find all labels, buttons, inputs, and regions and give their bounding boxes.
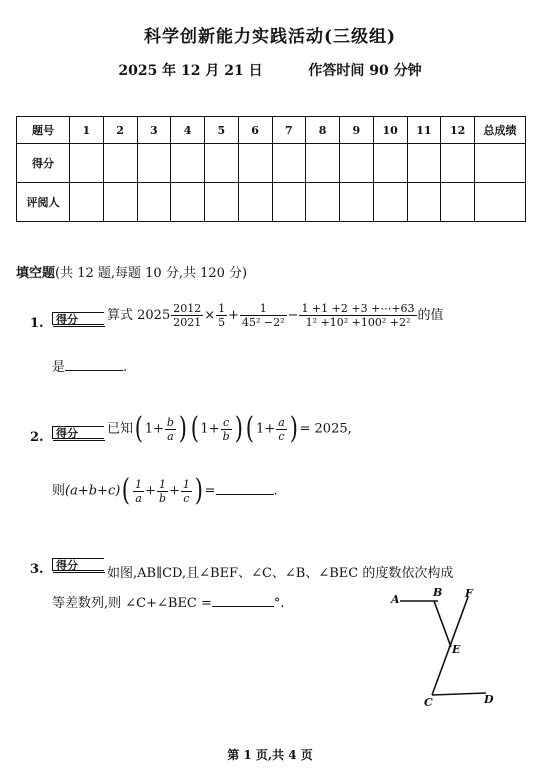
table-row — [17, 183, 526, 222]
question-number: 3. — [30, 562, 44, 577]
grader-cell — [475, 183, 526, 222]
page-title: 科学创新能力实践活动(三级组) — [143, 27, 397, 47]
question-2-formula: 已知( 1+ $\frac{b}{a}$ ) ( 1+ $\frac{c}{b}$ ) ( 1+ $\frac{a}{c}$ ) = 2025, — [107, 411, 352, 446]
question-2-line2: 则(a+b+c)( $\frac{1}{a}$ + $\frac{1}{b}$ + $\frac{1}{c}$ ) = . — [52, 473, 278, 508]
score-cell — [272, 144, 306, 183]
grader-cell — [70, 183, 104, 222]
score-cell — [373, 144, 407, 183]
grader-cell — [205, 183, 239, 222]
grader-cell — [103, 183, 137, 222]
score-table — [16, 116, 526, 222]
fraction: $\frac{b}{a}$ — [166, 415, 174, 443]
table-header-cell: 总成绩 — [475, 117, 526, 144]
fraction: $\frac{c}{b}$ — [222, 415, 230, 443]
score-cell — [238, 144, 272, 183]
fraction: $\frac{1}{b}$ — [158, 477, 166, 505]
table-header-cell: 3 — [137, 117, 171, 144]
score-cell — [340, 144, 374, 183]
question-3-line2: 等差数列,则 ∠C+∠BEC = °. — [52, 596, 285, 611]
score-cell — [306, 144, 340, 183]
row-label: 得分 — [17, 144, 70, 183]
table-header-cell: 8 — [306, 117, 340, 144]
grader-cell — [373, 183, 407, 222]
question-1-formula: 算式 2025 $\frac{2012}{2021}$ × $\frac{1}{5}$ + $\frac{1}{\text{45² −2²}}$ − $\frac{1 +1 +2 +3 +\cdots+63}{\text{1² +10² +100² +2²}}$ 的值 — [107, 302, 444, 329]
score-cell — [70, 144, 104, 183]
grader-cell — [306, 183, 340, 222]
score-cell — [441, 144, 475, 183]
answer-blank[interactable] — [216, 482, 274, 495]
question-number: 2. — [30, 430, 44, 445]
exam-info — [0, 60, 540, 80]
line-be — [434, 601, 451, 647]
grader-cell — [340, 183, 374, 222]
point-label-d: D — [484, 693, 494, 706]
grader-cell — [238, 183, 272, 222]
exam-date: 2025 年 12 月 21 日 — [118, 63, 263, 79]
table-header-cell: 6 — [238, 117, 272, 144]
table-header-cell: 11 — [407, 117, 441, 144]
table-header-cell: 5 — [205, 117, 239, 144]
q1-lead: 算式 2025 — [107, 308, 171, 323]
score-cell — [407, 144, 441, 183]
grader-cell — [407, 183, 441, 222]
score-table-header-row — [17, 117, 526, 144]
score-cell — [475, 144, 526, 183]
grader-cell — [171, 183, 205, 222]
question-1-line2: 是 . — [52, 360, 128, 375]
score-cell — [137, 144, 171, 183]
table-header-cell: 题号 — [17, 117, 70, 144]
question-3-line1: 如图,AB∥CD,且∠BEF、∠C、∠B、∠BEC 的度数依次构成 — [107, 566, 454, 581]
score-box-label: 得分 — [52, 426, 104, 439]
score-box-label: 得分 — [52, 312, 104, 325]
answer-blank[interactable] — [65, 358, 123, 371]
line-cd — [432, 693, 486, 695]
score-cell — [171, 144, 205, 183]
table-header-cell: 9 — [340, 117, 374, 144]
table-header-cell: 10 — [373, 117, 407, 144]
table-header-cell: 7 — [272, 117, 306, 144]
fraction: $\frac{1}{a}$ — [135, 477, 143, 505]
score-box-label: 得分 — [52, 558, 104, 571]
fraction: $\frac{2012}{2021}$ — [173, 302, 202, 329]
section-note: (共 12 题,每题 10 分,共 120 分) — [55, 266, 248, 281]
section-heading — [16, 262, 247, 281]
answer-blank[interactable] — [212, 594, 274, 607]
fraction: $\frac{1}{\text{45² −2²}}$ — [242, 302, 285, 329]
geometry-figure — [386, 585, 506, 710]
section-title: 填空题 — [16, 266, 56, 281]
table-header-cell: 12 — [441, 117, 475, 144]
point-label-b: B — [433, 586, 443, 599]
question-number: 1. — [30, 316, 44, 331]
point-label-f: F — [465, 587, 473, 600]
point-label-c: C — [424, 696, 433, 709]
table-row — [17, 144, 526, 183]
point-label-a: A — [391, 593, 400, 606]
score-cell — [103, 144, 137, 183]
table-header-cell: 1 — [70, 117, 104, 144]
table-header-cell: 4 — [171, 117, 205, 144]
grader-cell — [137, 183, 171, 222]
fraction: $\frac{1 +1 +2 +3 +\cdots+63}{\text{1² +10² +100² +2²}}$ — [301, 302, 415, 329]
score-cell — [205, 144, 239, 183]
exam-duration: 作答时间 90 分钟 — [308, 63, 422, 79]
table-header-cell: 2 — [103, 117, 137, 144]
page-footer: 第 1 页,共 4 页 — [227, 748, 313, 762]
row-label: 评阅人 — [17, 183, 70, 222]
grader-cell — [441, 183, 475, 222]
q1-tail: 的值 — [417, 308, 444, 323]
fraction: $\frac{a}{c}$ — [278, 415, 285, 443]
grader-cell — [272, 183, 306, 222]
fraction: $\frac{1}{c}$ — [182, 477, 190, 505]
fraction: $\frac{1}{5}$ — [218, 302, 226, 329]
point-label-e: E — [452, 643, 461, 656]
